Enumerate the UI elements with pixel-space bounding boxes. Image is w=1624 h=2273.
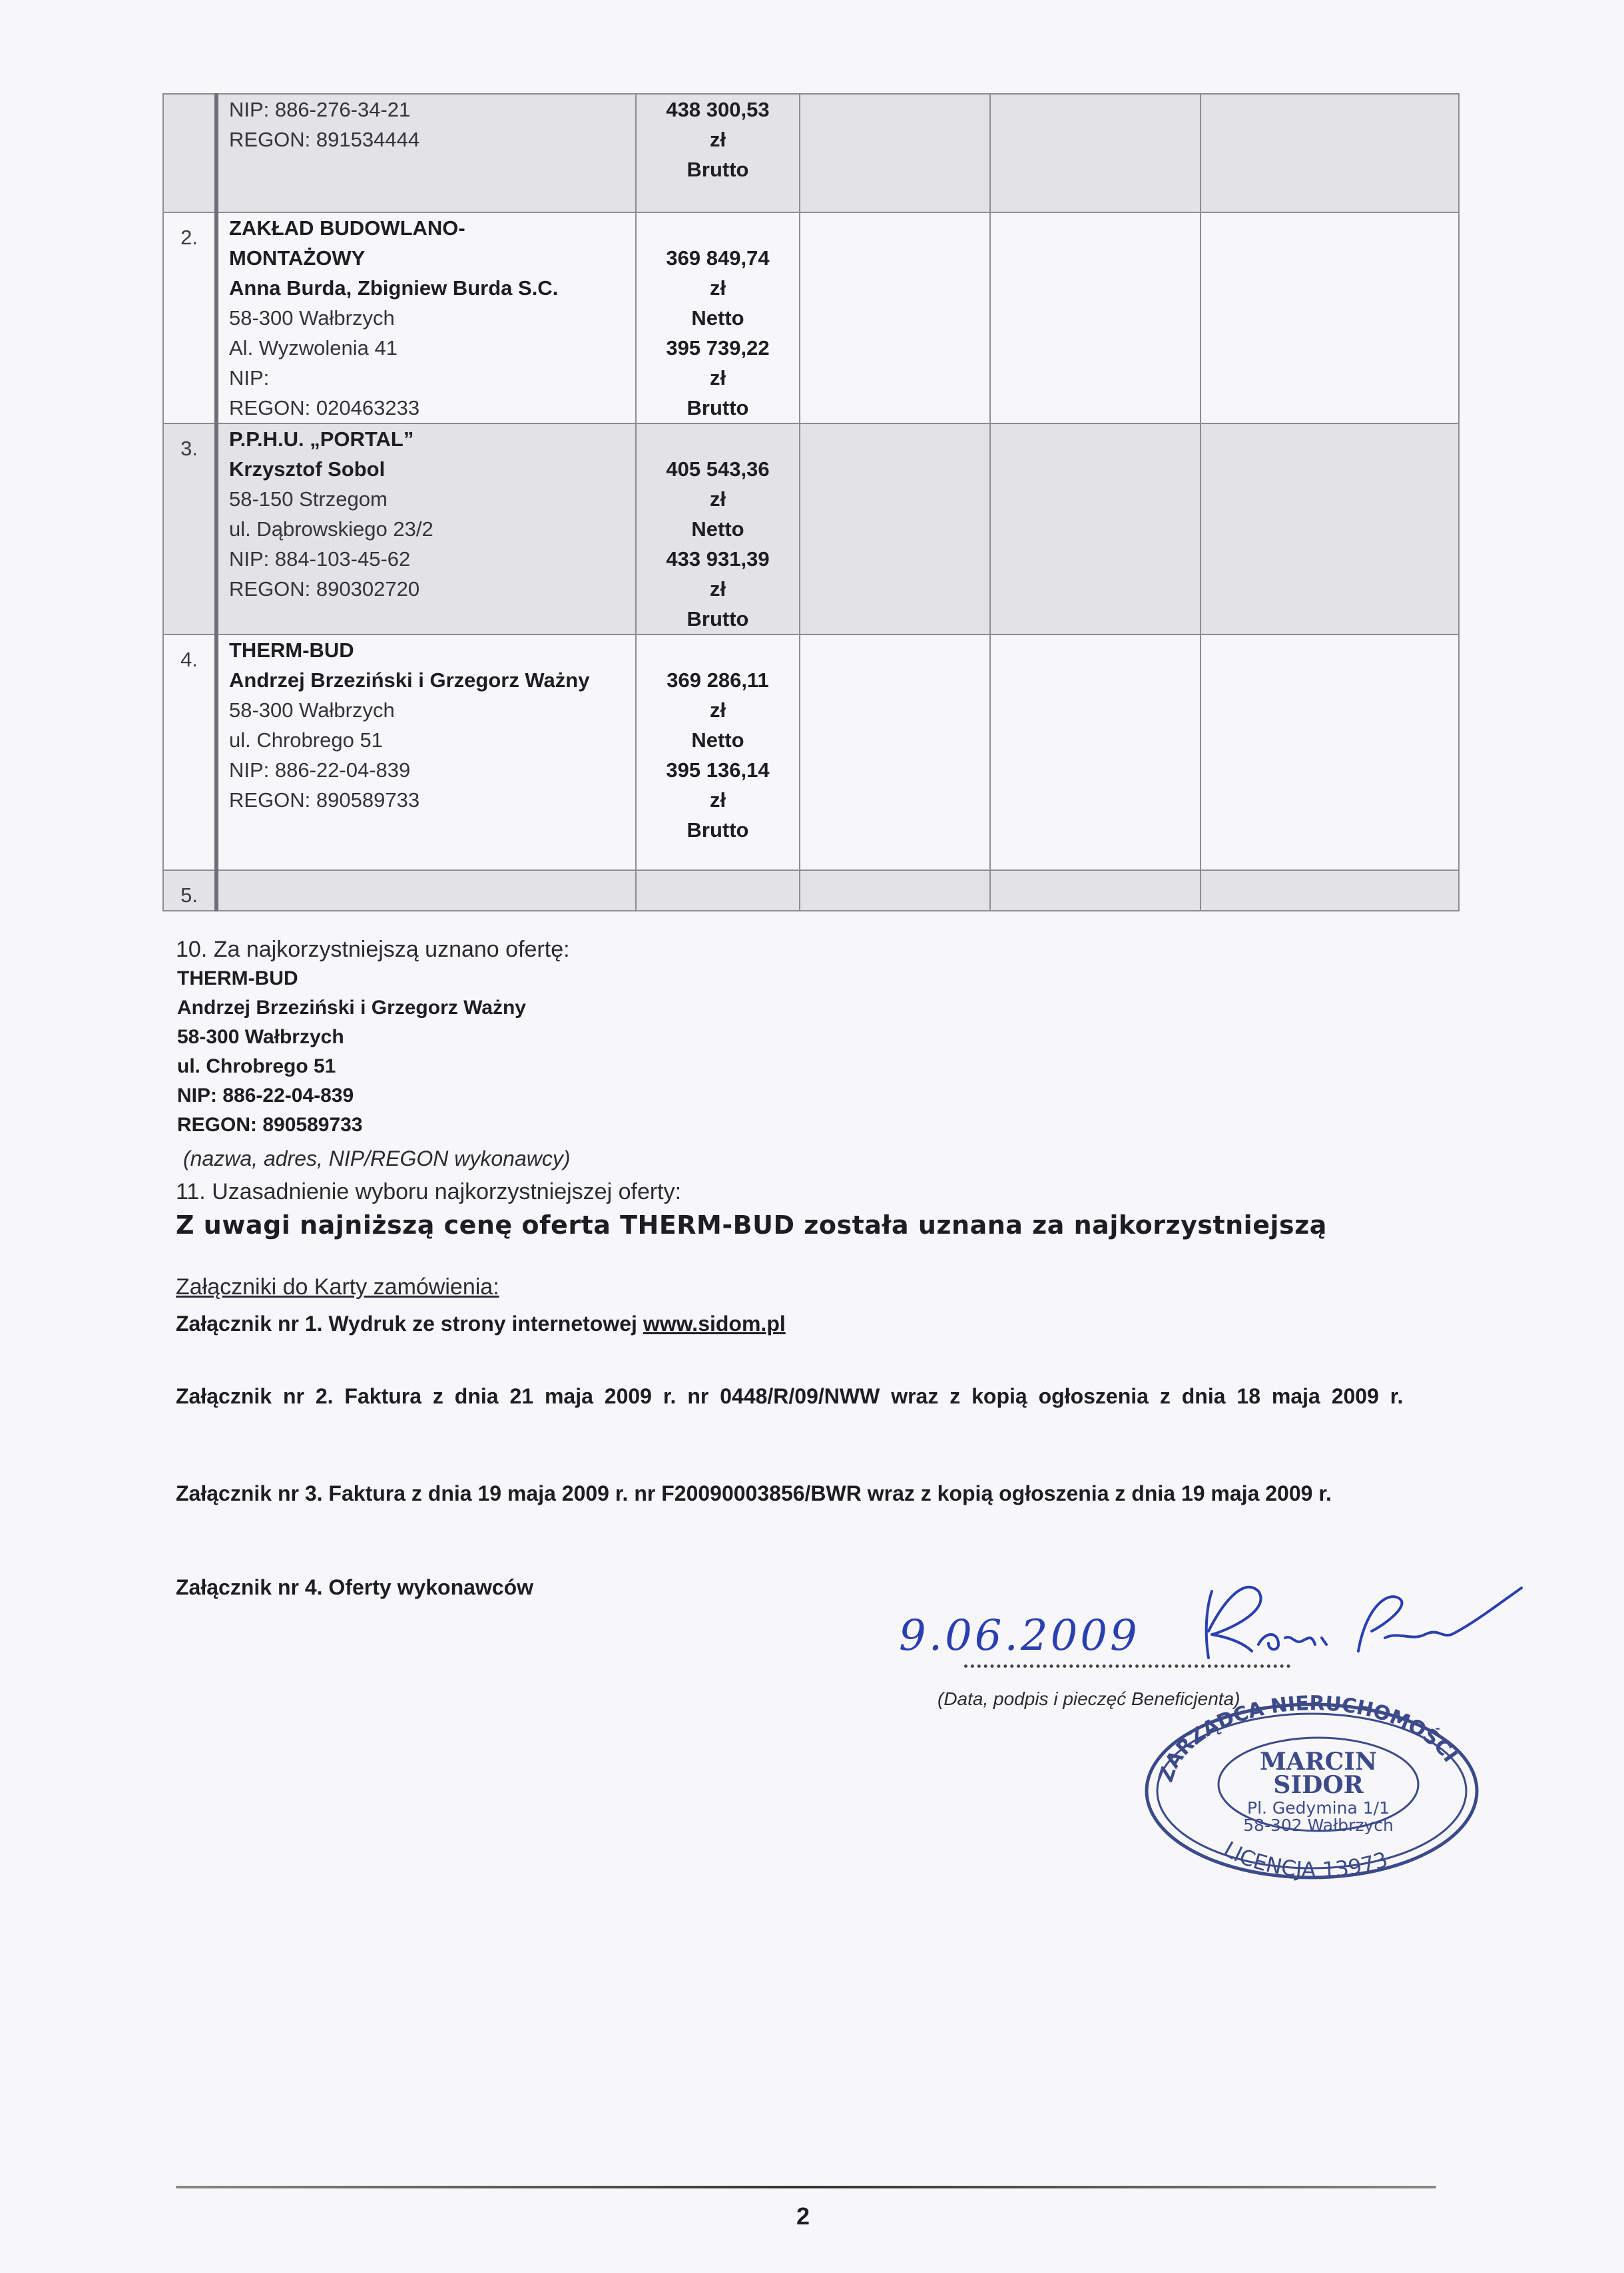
empty-cell: [1201, 94, 1459, 212]
winner-caption: (nazwa, adres, NIP/REGON wykonawcy): [183, 1146, 571, 1170]
empty-cell: [800, 634, 990, 870]
contractor-line: NIP: 884-103-45-62: [229, 547, 411, 571]
winner-line: NIP: 886-22-04-839: [177, 1085, 354, 1107]
empty-cell: [990, 423, 1201, 634]
handwritten-date: 9.06.2009: [899, 1611, 1140, 1660]
row-number: 2.: [163, 212, 216, 423]
table-row: [163, 423, 1459, 634]
price-line: Brutto: [686, 158, 749, 181]
price-line: Brutto: [686, 396, 749, 419]
price-line: zł: [709, 698, 726, 722]
price-line: zł: [709, 577, 726, 601]
contractor-line: REGON: 890589733: [229, 788, 420, 812]
row-number: 4.: [163, 634, 216, 870]
contractor-line: Andrzej Brzeziński i Grzegorz Ważny: [229, 668, 590, 692]
contractor-line: 58-300 Wałbrzych: [229, 306, 395, 330]
price-line: zł: [709, 788, 726, 812]
empty-cell: [990, 634, 1201, 870]
handwritten-signature: [1185, 1571, 1531, 1671]
price-line: [637, 635, 799, 665]
price-line: 369 849,74: [666, 246, 770, 270]
attachment-4: Załącznik nr 4. Oferty wykonawców: [176, 1575, 534, 1599]
footer-rule: [176, 2186, 1436, 2188]
contractor-line: REGON: 020463233: [229, 396, 420, 419]
empty-cell: [990, 870, 1201, 911]
contractor-line: REGON: 890302720: [229, 577, 420, 601]
price-line: [637, 213, 799, 243]
price-line: Netto: [691, 306, 744, 330]
row-number: 3.: [163, 423, 216, 634]
row-number: 5.: [163, 870, 216, 911]
price-line: zł: [709, 276, 726, 300]
price-line: 405 543,36: [666, 457, 770, 481]
price-cell: [636, 423, 800, 634]
price-line: Netto: [691, 517, 744, 541]
contractor-line: ul. Chrobrego 51: [229, 728, 383, 752]
contractor-line: NIP: 886-276-34-21: [229, 98, 411, 121]
price-cell: [636, 212, 800, 423]
attachments-heading: Załączniki do Karty zamówienia:: [176, 1274, 499, 1300]
contractor-line: MONTAŻOWY: [229, 246, 366, 270]
price-line: 433 931,39: [666, 547, 770, 571]
winner-line: THERM-BUD: [177, 967, 298, 989]
offers-table: [162, 93, 1460, 911]
price-line: Brutto: [686, 607, 749, 631]
attachment-2: Załącznik nr 2. Faktura z dnia 21 maja 2009 r. nr 0448/R/09/NWW wraz z kopią ogłoszenia z dnia 18 maja 2009 r.: [176, 1384, 1404, 1408]
attachment-1: [176, 1312, 786, 1336]
contractor-cell: [216, 212, 636, 423]
contractor-line: THERM-BUD: [229, 638, 354, 662]
table-row: [163, 212, 1459, 423]
stamp-address-1: Pl. Gedymina 1/1: [1247, 1798, 1390, 1818]
contractor-line: NIP:: [229, 366, 270, 389]
page-number: 2: [796, 2202, 810, 2230]
contractor-cell: [216, 94, 636, 212]
table-row: [163, 94, 1459, 212]
contractor-line: Anna Burda, Zbigniew Burda S.C.: [229, 276, 559, 300]
attachment-3: Załącznik nr 3. Faktura z dnia 19 maja 2009 r. nr F20090003856/BWR wraz z kopią ogłoszenia z dnia 19 maja 2009 r.: [176, 1481, 1332, 1505]
contractor-line: 58-300 Wałbrzych: [229, 698, 395, 722]
contractor-cell: [216, 423, 636, 634]
contractor-line: ul. Dąbrowskiego 23/2: [229, 517, 433, 541]
price-line: 438 300,53: [666, 98, 770, 121]
empty-cell: [990, 212, 1201, 423]
contractor-line: P.P.H.U. „PORTAL”: [229, 427, 414, 451]
section-11-heading: 11. Uzasadnienie wyboru najkorzystniejszej oferty:: [176, 1179, 682, 1204]
empty-cell: [1201, 634, 1459, 870]
contractor-line: 58-150 Strzegom: [229, 487, 388, 511]
price-cell: [636, 94, 800, 212]
section-10-heading: 10. Za najkorzystniejszą uznano ofertę:: [176, 937, 570, 962]
price-cell: [636, 634, 800, 870]
signature-caption: (Data, podpis i pieczęć Beneficjenta): [938, 1688, 1240, 1709]
price-line: 395 136,14: [666, 758, 770, 782]
offers-table-body: [163, 94, 1459, 911]
price-line: Netto: [691, 728, 744, 752]
table-row: [163, 870, 1459, 911]
selection-reason: Z uwagi najniższą cenę oferta THERM-BUD została uznana za najkorzystniejszą: [176, 1210, 1327, 1240]
price-cell: [636, 870, 800, 911]
stamp-name-1: MARCIN: [1259, 1748, 1378, 1776]
contractor-cell: [216, 870, 636, 911]
price-line: zł: [709, 487, 726, 511]
price-line: Brutto: [686, 818, 749, 842]
empty-cell: [1201, 870, 1459, 911]
empty-cell: [800, 423, 990, 634]
table-row: [163, 634, 1459, 870]
winner-line: Andrzej Brzeziński i Grzegorz Ważny: [177, 997, 526, 1019]
stamp-name-2: SIDOR: [1273, 1771, 1364, 1799]
price-line: zł: [709, 366, 726, 389]
contractor-line: NIP: 886-22-04-839: [229, 758, 411, 782]
price-line: 369 286,11: [667, 668, 769, 692]
contractor-line: Al. Wyzwolenia 41: [229, 336, 398, 360]
winner-line: ul. Chrobrego 51: [177, 1055, 336, 1077]
row-number: [163, 94, 216, 212]
empty-cell: [1201, 423, 1459, 634]
sidom-link[interactable]: www.sidom.pl: [643, 1312, 786, 1336]
empty-cell: [800, 94, 990, 212]
contractor-line: REGON: 891534444: [229, 128, 420, 151]
contractor-line: ZAKŁAD BUDOWLANO-: [229, 216, 465, 240]
price-line: zł: [709, 128, 726, 151]
winner-details: [177, 964, 526, 1140]
contractor-line: Krzysztof Sobol: [229, 457, 386, 481]
stamp-arc-text: ZARZĄDCA NIERUCHOMOŚCI: [1154, 1692, 1462, 1785]
empty-cell: [990, 94, 1201, 212]
attachment-1-text: Załącznik nr 1. Wydruk ze strony internetowej: [176, 1312, 643, 1336]
winner-line: 58-300 Wałbrzych: [177, 1026, 344, 1048]
empty-cell: [800, 212, 990, 423]
empty-cell: [1201, 212, 1459, 423]
price-line: 395 739,22: [666, 336, 770, 360]
price-line: [637, 424, 799, 454]
stamp-license: LICENCJA 13973: [1219, 1836, 1391, 1883]
contractor-cell: [216, 634, 636, 870]
signature-line: [964, 1664, 1290, 1668]
empty-cell: [800, 870, 990, 911]
company-stamp: [1119, 1684, 1505, 1884]
winner-line: REGON: 890589733: [177, 1114, 363, 1136]
stamp-address-2: 58-302 Wałbrzych: [1243, 1816, 1394, 1835]
